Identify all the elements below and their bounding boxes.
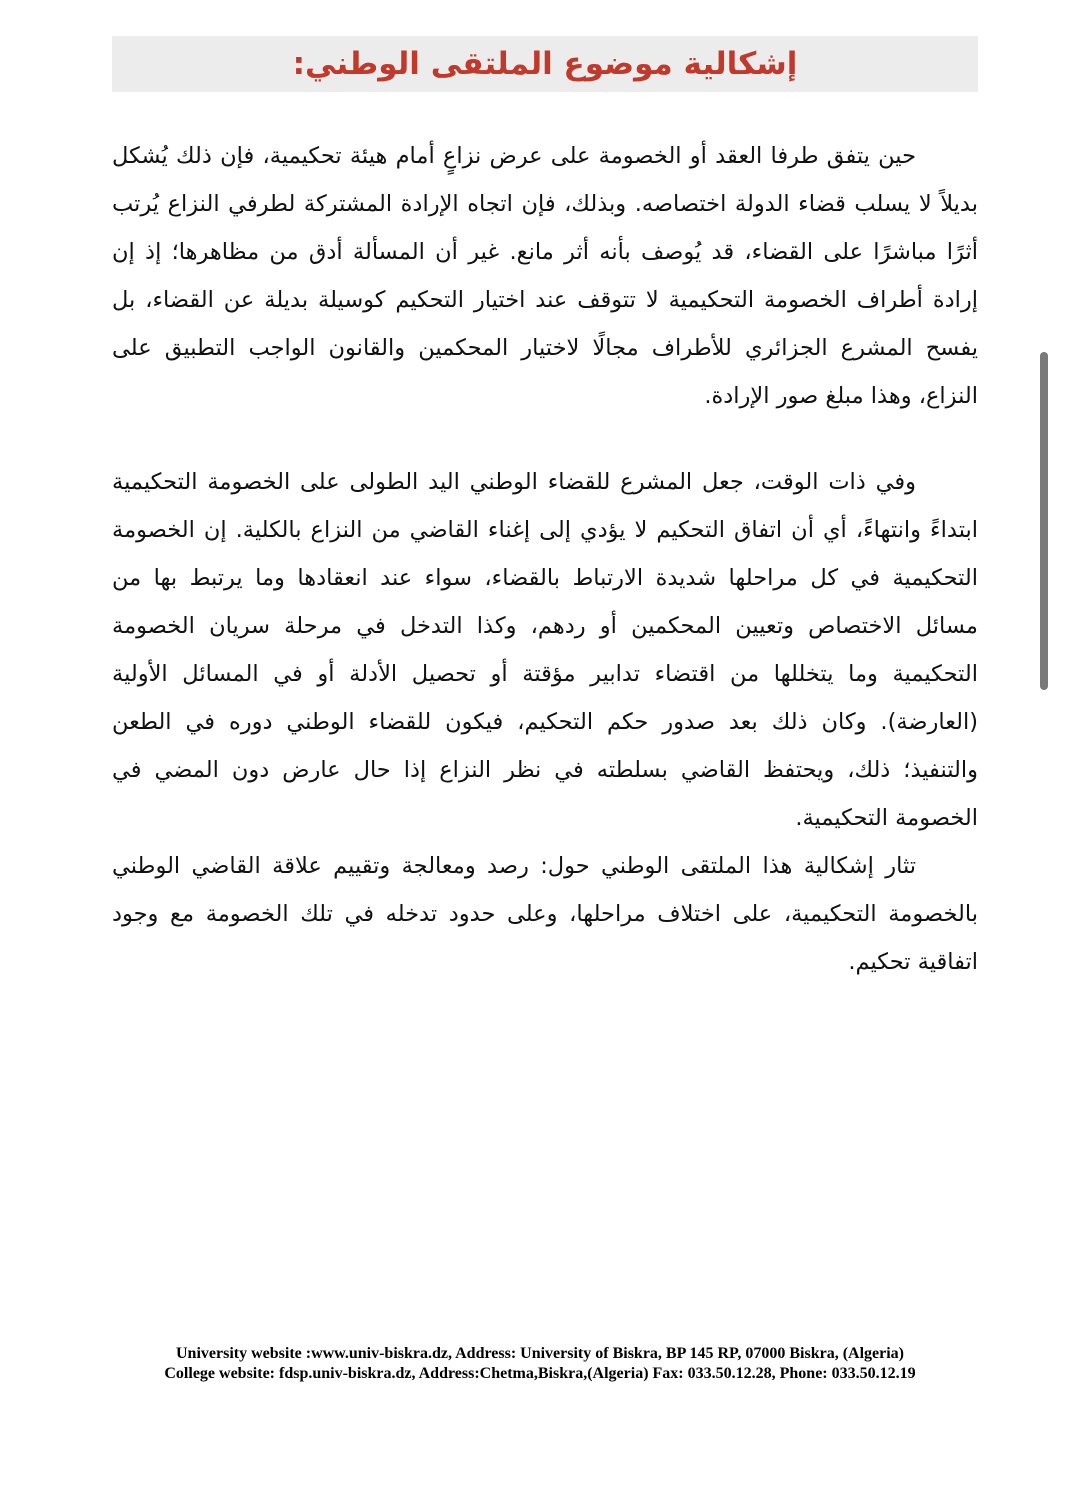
footer-university-line: University website :www.univ-biskra.dz, Address: University of Biskra, BP 145 RP, 07000 Biskra, (Algeria) bbox=[175, 1345, 904, 1362]
vertical-scrollbar-thumb[interactable] bbox=[1040, 352, 1048, 690]
paragraph-3: تثار إشكالية هذا الملتقى الوطني حول: رصد ومعالجة وتقييم علاقة القاضي الوطني بالخصومة التحكيمية، على اختلاف مراحلها، وعلى حدود تدخله في تلك الخصومة مع وجود اتفاقية تحكيم. bbox=[112, 853, 978, 975]
page-title: إشكالية موضوع الملتقى الوطني: bbox=[292, 46, 798, 82]
paragraph-1: حين يتفق طرفا العقد أو الخصومة على عرض نزاعٍ أمام هيئة تحكيمية، فإن ذلك يُشكل بديلاً لا يسلب قضاء الدولة اختصاصه. وبذلك، فإن اتجاه الإرادة المشتركة لطرفي النزاع يُرتب أثرًا مباشرًا على القضاء، قد يُوصف بأنه أثر مانع. غير أن المسألة أدق من مظاهرها؛ إذ إن إرادة أطراف الخصومة التحكيمية لا تتوقف عند اختيار التحكيم كوسيلة بديلة عن القضاء، بل يفسح المشرع الجزائري للأطراف مجالًا لاختيار المحكمين والقانون الواجب التطبيق على النزاع، وهذا مبلغ صور الإرادة. bbox=[112, 143, 978, 409]
document-body bbox=[112, 132, 978, 986]
footer-college-line: College website: fdsp.univ-biskra.dz, Address:Chetma,Biskra,(Algeria) Fax: 033.50.12.28, Phone: 033.50.12.19 bbox=[164, 1365, 916, 1382]
page-footer bbox=[100, 1344, 980, 1384]
title-banner bbox=[112, 36, 978, 92]
paragraph-2: وفي ذات الوقت، جعل المشرع للقضاء الوطني اليد الطولى على الخصومة التحكيمية ابتداءً وانتهاءً، أي أن اتفاق التحكيم لا يؤدي إلى إغناء القاضي من النزاع بالكلية. إن الخصومة التحكيمية في كل مراحلها شديدة الارتباط بالقضاء، سواء عند انعقادها وما يرتبط بها من مسائل الاختصاص وتعيين المحكمين أو ردهم، وكذا التدخل في مرحلة سريان الخصومة التحكيمية وما يتخللها من اقتضاء تدابير مؤقتة أو تحصيل الأدلة أو في المسائل الأولية (العارضة). وكان ذلك بعد صدور حكم التحكيم، فيكون للقضاء الوطني دوره في الطعن والتنفيذ؛ ذلك، ويحتفظ القاضي بسلطته في نظر النزاع إذا حال عارض دون المضي في الخصومة التحكيمية. bbox=[112, 469, 978, 831]
